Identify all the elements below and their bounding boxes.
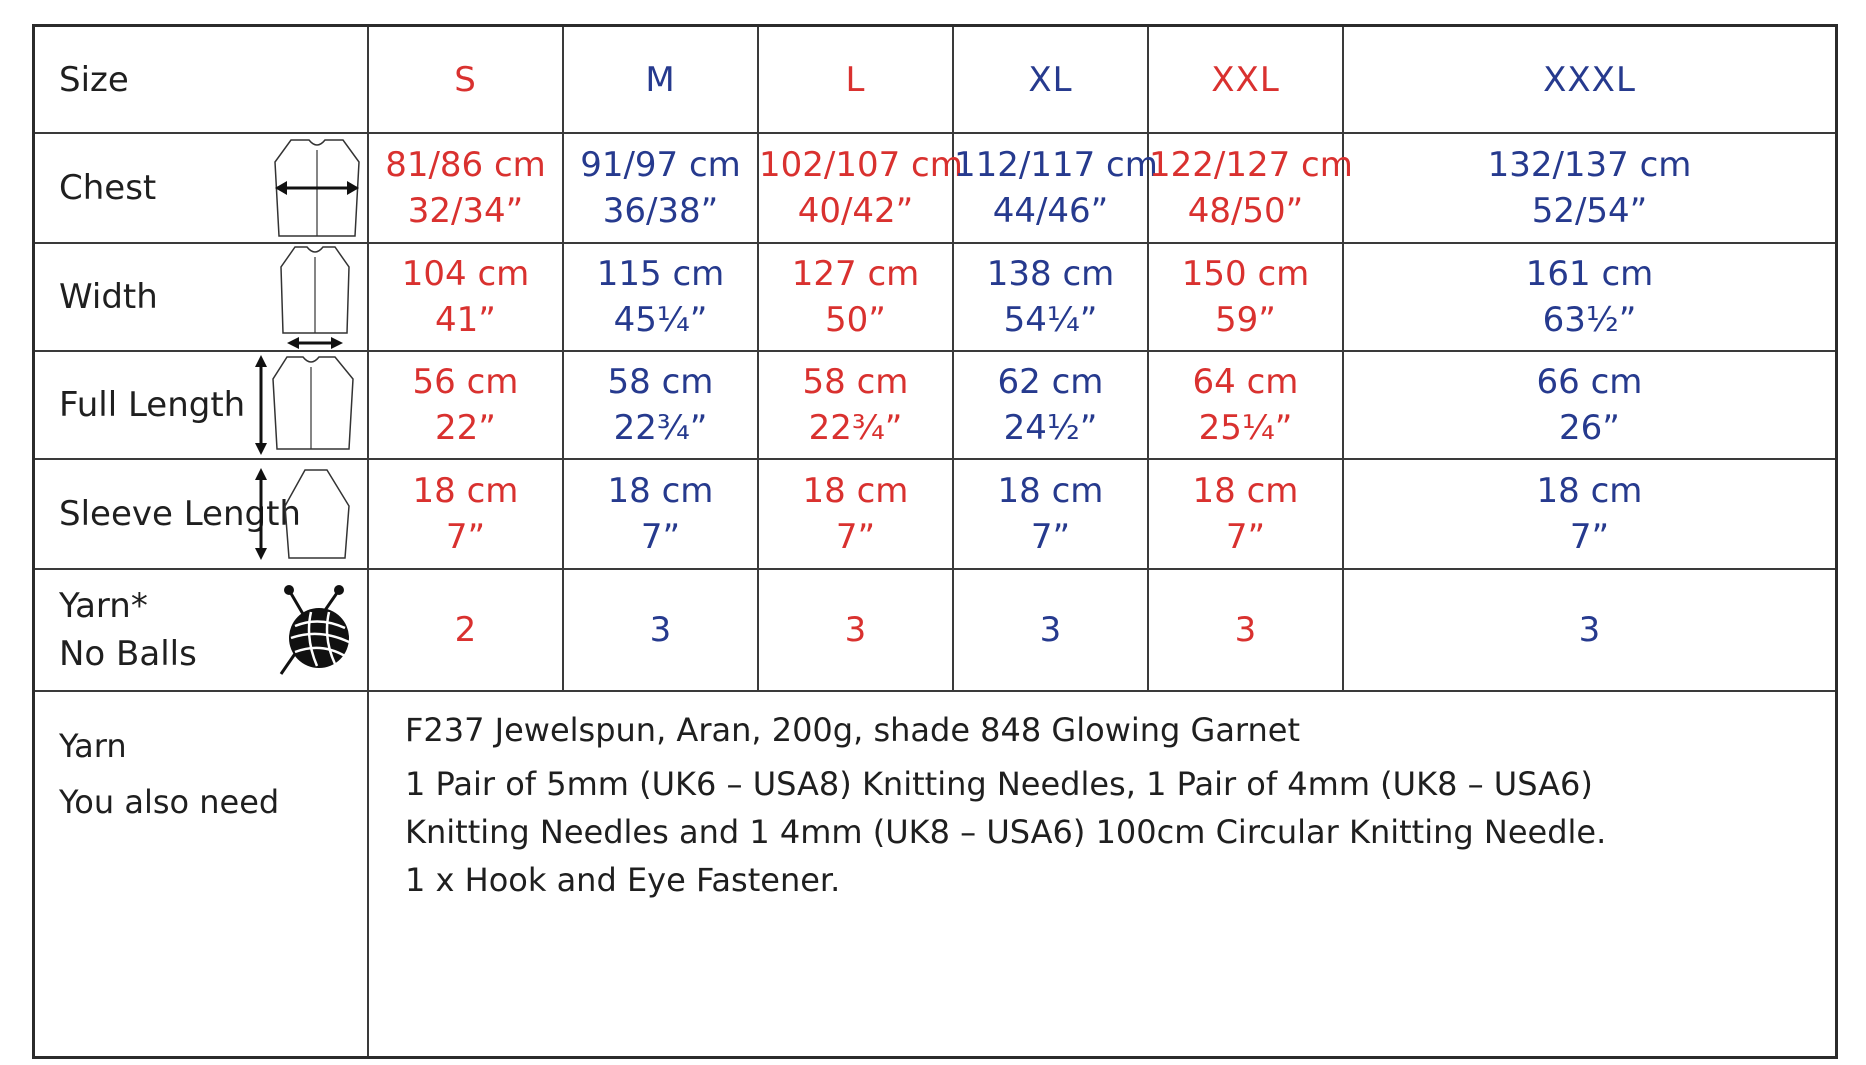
size-label: Size bbox=[59, 59, 129, 100]
yarn-balls-label-cell bbox=[35, 569, 368, 691]
width-s: 104 cm 41” bbox=[368, 243, 563, 351]
chest-s: 81/86 cm 32/34” bbox=[368, 133, 563, 243]
chest-xxl: 122/127 cm 48/50” bbox=[1148, 133, 1343, 243]
sleeve-length-l: 18 cm 7” bbox=[758, 459, 953, 569]
yarn-balls-m: 3 bbox=[563, 569, 758, 691]
full-length-label: Full Length bbox=[59, 385, 246, 425]
sleeve-length-row bbox=[35, 459, 1835, 569]
chest-m: 91/97 cm 36/38” bbox=[563, 133, 758, 243]
width-measure-icon bbox=[275, 245, 355, 349]
sleeve-length-xxxl: 18 cm 7” bbox=[1343, 459, 1835, 569]
sleeve-length-measure-icon bbox=[253, 466, 353, 562]
size-s: S bbox=[368, 27, 563, 133]
chest-l: 102/107 cm 40/42” bbox=[758, 133, 953, 243]
sleeve-length-xl: 18 cm 7” bbox=[953, 459, 1148, 569]
full-length-xxxl: 66 cm 26” bbox=[1343, 351, 1835, 459]
size-table bbox=[35, 27, 1835, 1056]
chest-label-cell bbox=[35, 133, 368, 243]
yarn-balls-row bbox=[35, 569, 1835, 691]
full-length-measure-icon bbox=[253, 353, 361, 457]
notes-labels bbox=[59, 718, 279, 830]
width-xxl: 150 cm 59” bbox=[1148, 243, 1343, 351]
also-need-line-3: 1 x Hook and Eye Fastener. bbox=[405, 861, 841, 899]
sleeve-length-label-cell bbox=[35, 459, 368, 569]
size-header-row bbox=[35, 27, 1835, 133]
chest-xl: 112/117 cm 44/46” bbox=[953, 133, 1148, 243]
sleeve-length-label: Sleeve Length bbox=[59, 494, 301, 534]
notes-content-cell bbox=[368, 691, 1835, 1056]
sleeve-length-xxl: 18 cm 7” bbox=[1148, 459, 1343, 569]
notes-content bbox=[405, 706, 1805, 904]
width-label: Width bbox=[59, 277, 158, 317]
size-chart bbox=[32, 24, 1838, 1059]
chest-xxxl: 132/137 cm 52/54” bbox=[1343, 133, 1835, 243]
full-length-xl: 62 cm 24½” bbox=[953, 351, 1148, 459]
full-length-row bbox=[35, 351, 1835, 459]
chest-measure-icon bbox=[271, 136, 363, 240]
full-length-s: 56 cm 22” bbox=[368, 351, 563, 459]
full-length-label-cell bbox=[35, 351, 368, 459]
chest-label: Chest bbox=[59, 168, 157, 208]
yarn-balls-s: 2 bbox=[368, 569, 563, 691]
sleeve-length-s: 18 cm 7” bbox=[368, 459, 563, 569]
width-label-cell bbox=[35, 243, 368, 351]
size-xxl: XXL bbox=[1148, 27, 1343, 133]
size-xl: XL bbox=[953, 27, 1148, 133]
yarn-balls-xl: 3 bbox=[953, 569, 1148, 691]
yarn-balls-xxxl: 3 bbox=[1343, 569, 1835, 691]
notes-row bbox=[35, 691, 1835, 1056]
width-xxxl: 161 cm 63½” bbox=[1343, 243, 1835, 351]
also-need-label: You also need bbox=[59, 783, 280, 821]
yarn-balls-label: Yarn* No Balls bbox=[59, 586, 197, 674]
size-l: L bbox=[758, 27, 953, 133]
yarn-balls-xxl: 3 bbox=[1148, 569, 1343, 691]
width-row bbox=[35, 243, 1835, 351]
yarn-ball-needles-icon bbox=[277, 582, 353, 678]
full-length-xxl: 64 cm 25¼” bbox=[1148, 351, 1343, 459]
size-label-cell bbox=[35, 27, 368, 133]
notes-label-cell bbox=[35, 691, 368, 1056]
yarn-balls-l: 3 bbox=[758, 569, 953, 691]
size-m: M bbox=[563, 27, 758, 133]
chest-row bbox=[35, 133, 1835, 243]
yarn-description: F237 Jewelspun, Aran, 200g, shade 848 Glowing Garnet bbox=[405, 711, 1301, 749]
sleeve-length-m: 18 cm 7” bbox=[563, 459, 758, 569]
width-m: 115 cm 45¼” bbox=[563, 243, 758, 351]
width-l: 127 cm 50” bbox=[758, 243, 953, 351]
also-need-line-2: Knitting Needles and 1 4mm (UK8 – USA6) 100cm Circular Knitting Needle. bbox=[405, 813, 1607, 851]
size-xxxl: XXXL bbox=[1343, 27, 1835, 133]
full-length-m: 58 cm 22¾” bbox=[563, 351, 758, 459]
width-xl: 138 cm 54¼” bbox=[953, 243, 1148, 351]
full-length-l: 58 cm 22¾” bbox=[758, 351, 953, 459]
yarn-label: Yarn bbox=[59, 727, 127, 765]
also-need-line-1: 1 Pair of 5mm (UK6 – USA8) Knitting Needles, 1 Pair of 4mm (UK8 – USA6) bbox=[405, 765, 1593, 803]
